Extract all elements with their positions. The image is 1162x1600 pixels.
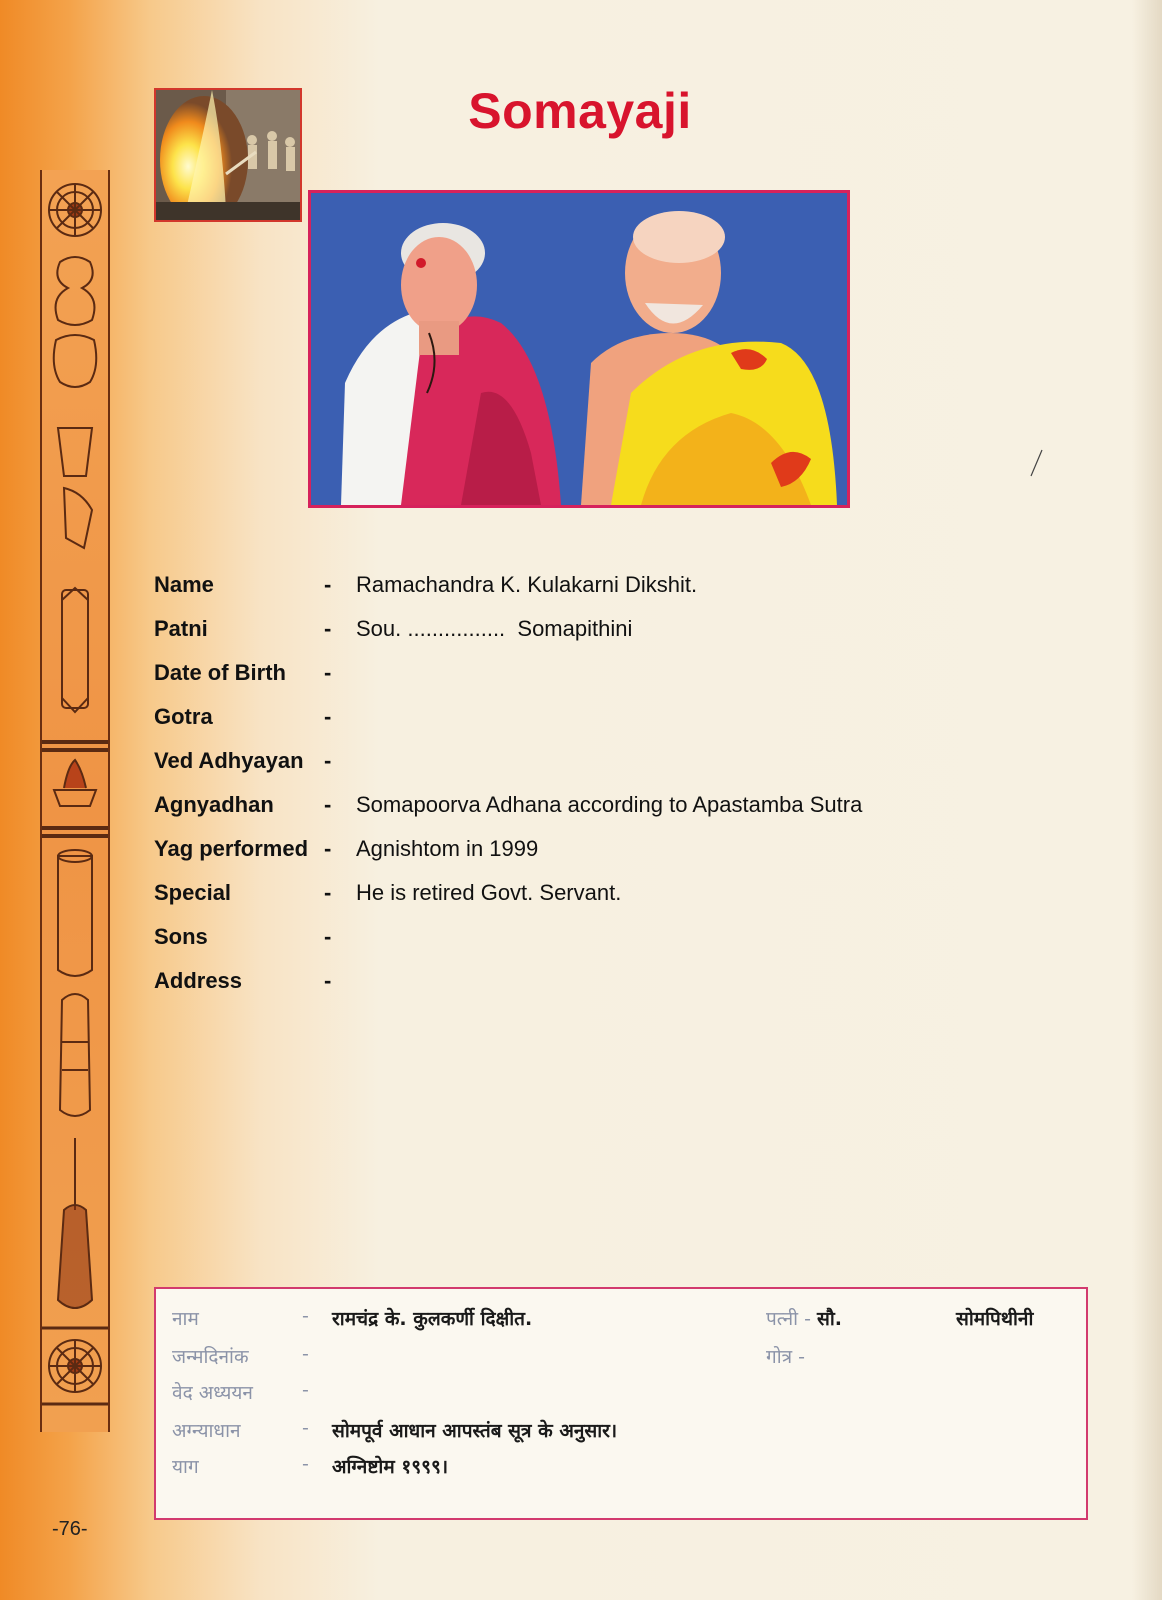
- detail-dash: -: [324, 660, 332, 685]
- couple-photograph: [308, 190, 850, 508]
- detail-label: Special: [154, 880, 232, 905]
- detail-dash: -: [324, 748, 332, 773]
- detail-dash: -: [324, 616, 332, 641]
- ritual-vessels-illustration: [42, 170, 108, 1432]
- detail-label: Sons: [154, 924, 208, 949]
- detail-label: Date of Birth: [154, 660, 286, 685]
- hindi-patni-field: [766, 1305, 842, 1331]
- detail-value: Sou. ................ Somapithini: [356, 616, 633, 641]
- detail-dash: -: [324, 924, 332, 949]
- hindi-gotra-field: [766, 1343, 805, 1369]
- hindi-label: जन्मदिनांक: [172, 1346, 249, 1368]
- detail-dash: -: [324, 968, 332, 993]
- hindi-gotra-label: गोत्र -: [766, 1346, 806, 1368]
- hindi-dash: -: [302, 1343, 309, 1365]
- hindi-patni-value: सौ.: [817, 1308, 843, 1330]
- hindi-dash: -: [302, 1379, 309, 1401]
- hindi-value: रामचंद्र के. कुलकर्णी दिक्षीत.: [332, 1308, 533, 1330]
- hindi-label: अग्न्याधान: [172, 1420, 241, 1442]
- detail-label: Name: [154, 572, 214, 597]
- fire-ritual-thumbnail: [154, 88, 302, 222]
- hindi-dash: -: [302, 1417, 309, 1439]
- hindi-patni-name: [956, 1305, 1033, 1331]
- detail-dash: -: [324, 880, 332, 905]
- detail-dash: -: [324, 572, 332, 597]
- detail-label: Agnyadhan: [154, 792, 274, 817]
- couple-portrait-image: [311, 193, 847, 505]
- page-number: -76-: [52, 1518, 88, 1540]
- detail-value: He is retired Govt. Servant.: [356, 880, 622, 905]
- hindi-patni-name-value: सोमपिथीनी: [956, 1308, 1034, 1330]
- detail-value: Ramachandra K. Kulakarni Dikshit.: [356, 572, 698, 597]
- detail-dash: -: [324, 704, 332, 729]
- page-title: Somayaji: [468, 83, 692, 139]
- detail-label: Gotra: [154, 704, 213, 729]
- decorative-border-strip: [40, 170, 110, 1432]
- detail-value: Somapoorva Adhana according to Apastamba Sutra: [356, 792, 863, 817]
- detail-label: Yag performed: [154, 836, 309, 861]
- hindi-patni-label: पत्नी -: [766, 1308, 811, 1330]
- detail-label: Address: [154, 968, 243, 993]
- fire-ritual-image: [156, 90, 302, 222]
- hindi-label: नाम: [172, 1308, 199, 1330]
- detail-label: Ved Adhyayan: [154, 748, 304, 773]
- detail-value: Agnishtom in 1999: [356, 836, 539, 861]
- hindi-value: सोमपूर्व आधान आपस्तंब सूत्र के अनुसार।: [332, 1420, 618, 1442]
- detail-dash: -: [324, 792, 332, 817]
- hindi-label: वेद अध्ययन: [172, 1382, 253, 1404]
- hindi-dash: -: [302, 1305, 309, 1327]
- detail-dash: -: [324, 836, 332, 861]
- page-binding-shadow: [1132, 0, 1162, 1600]
- detail-label: Patni: [154, 616, 208, 641]
- hindi-label: याग: [172, 1456, 199, 1478]
- hindi-dash: -: [302, 1453, 309, 1475]
- hindi-value: अग्निष्टोम १९९९।: [332, 1456, 449, 1478]
- hindi-details-box: [154, 1287, 1088, 1520]
- pen-mark: [1028, 448, 1044, 478]
